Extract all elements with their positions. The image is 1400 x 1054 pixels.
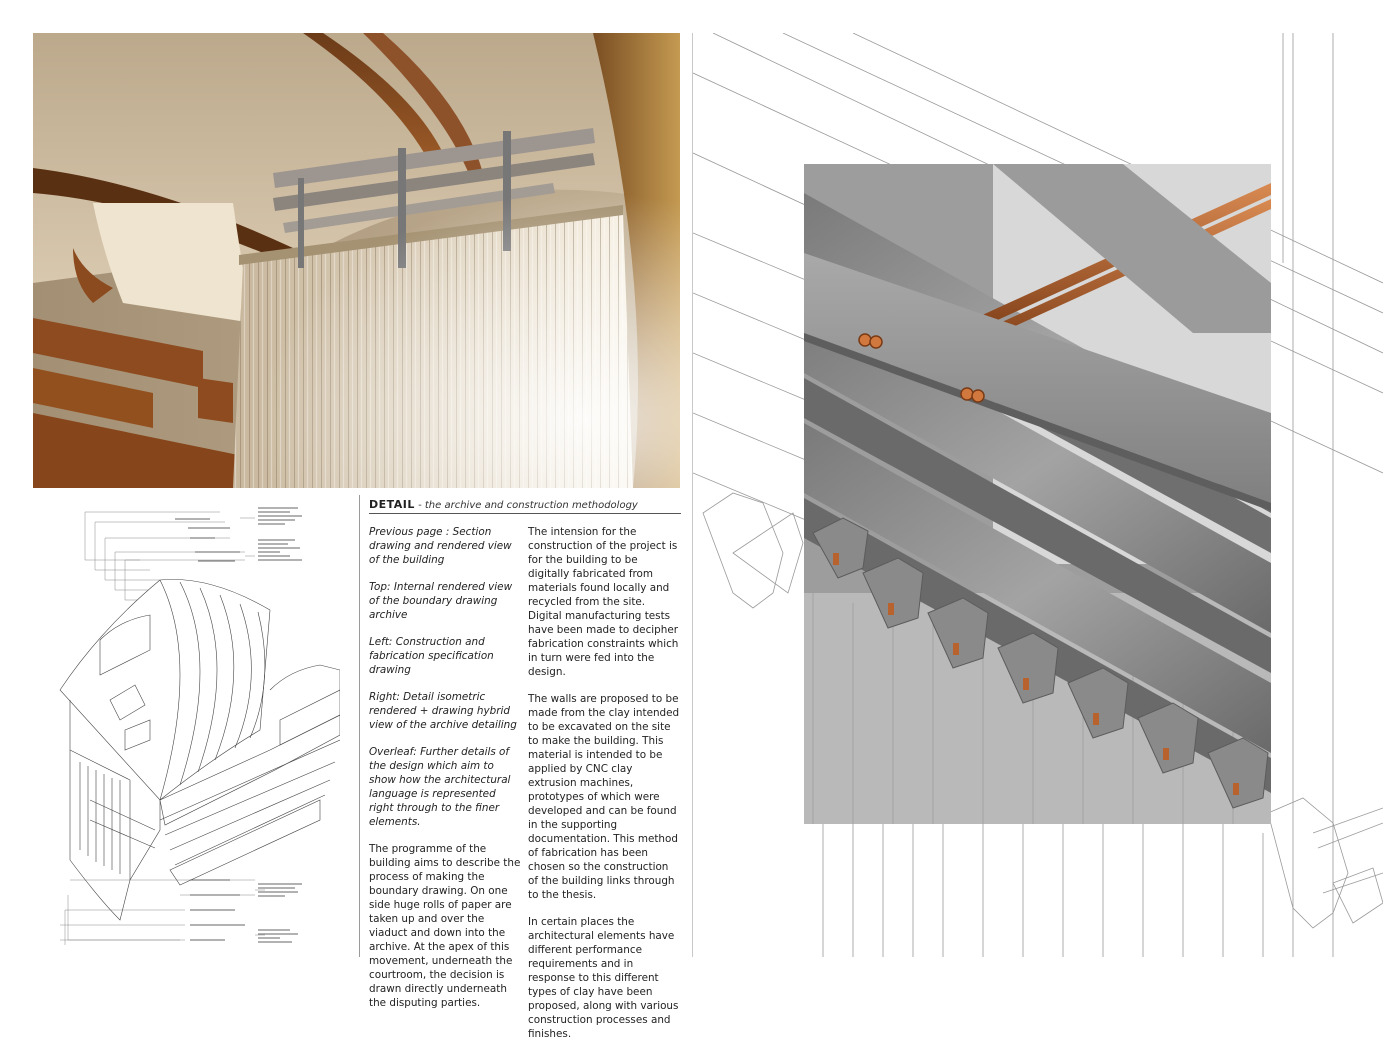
specification-drawing-svg bbox=[40, 500, 340, 950]
caption-previous-page: Previous page : Section drawing and rendered view of the building bbox=[369, 526, 512, 566]
caption-right: Right: Detail isometric rendered + drawing hybrid view of the archive detailing bbox=[369, 691, 517, 731]
paragraph-intension: The intension for the construction of the project is for the building to be digitally fabricated from materials found locally and recycled from the site. Digital manufacturing tests have been made to decipher fabrication constraints which in turn were fed into the design. bbox=[528, 526, 679, 678]
detail-heading-label: DETAIL bbox=[369, 498, 415, 511]
isometric-hybrid-svg bbox=[693, 33, 1383, 957]
detail-heading bbox=[369, 498, 681, 511]
column-divider bbox=[359, 495, 360, 957]
isometric-hybrid-view bbox=[693, 33, 1383, 957]
paragraph-programme: The programme of the building aims to describe the process of making the boundary drawing. On one side huge rolls of paper are taken up and over the viaduct and down into the archive. At the apex of this movement, underneath the courtroom, the decision is drawn directly underneath the disputing parties. bbox=[369, 843, 521, 1009]
archive-render-image bbox=[33, 33, 680, 488]
text-column-left bbox=[369, 525, 521, 1023]
archive-iso-geometry bbox=[60, 579, 340, 920]
caption-overleaf: Overleaf: Further details of the design which aim to show how the architectural language is represented right through to the finer elements. bbox=[369, 746, 511, 828]
rendered-inset bbox=[804, 164, 1271, 824]
construction-specification-drawing bbox=[40, 500, 340, 950]
caption-top: Top: Internal rendered view of the boundary drawing archive bbox=[369, 581, 513, 621]
detail-heading-subtitle: - the archive and construction methodology bbox=[414, 500, 638, 511]
paragraph-certain-places: In certain places the architectural elements have different performance requirements and in response to this different types of clay have been proposed, along with various construction processes and finishes. bbox=[528, 916, 679, 1040]
caption-left: Left: Construction and fabrication specification drawing bbox=[369, 636, 494, 676]
text-column-right bbox=[528, 525, 680, 1054]
paragraph-walls: The walls are proposed to be made from the clay intended to be excavated on the site to make the building. This material is intended to be applied by CNC clay extrusion machines, prototypes of which were developed and can be found in the supporting documentation. This method of fabrication has been chosen so the construction of the building links through to the thesis. bbox=[528, 693, 680, 901]
archive-interior-render bbox=[33, 33, 680, 488]
heading-underline bbox=[369, 513, 681, 514]
